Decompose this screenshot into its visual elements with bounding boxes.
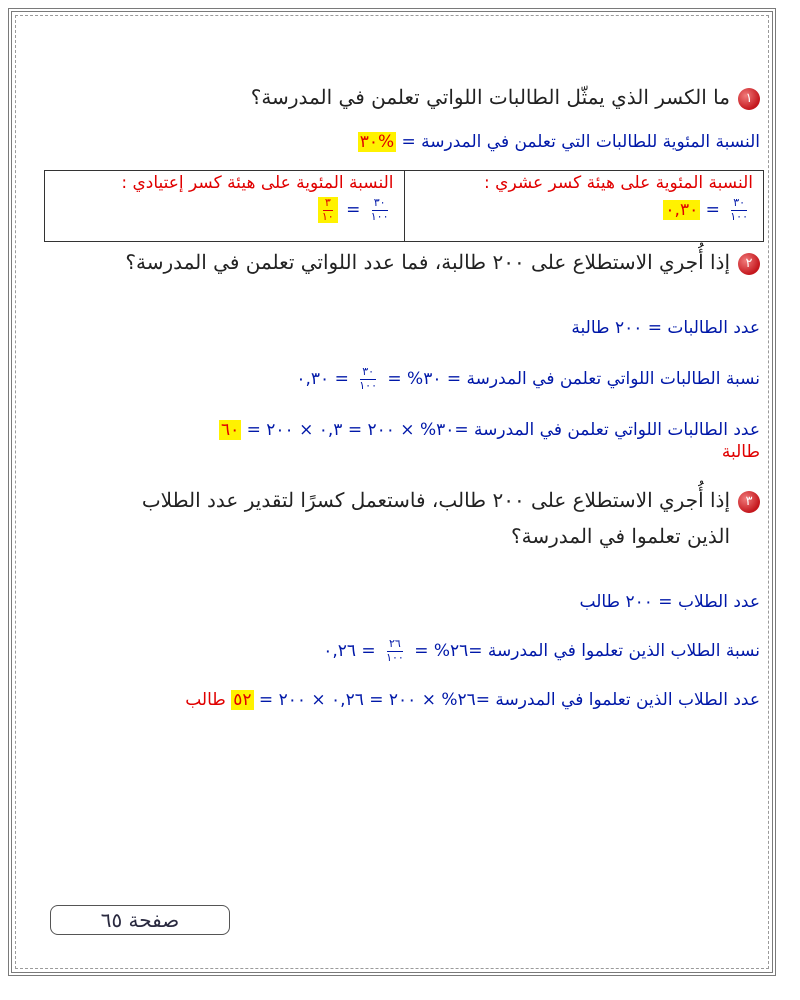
question-3-text-line-2: الذين تعلموا في المدرسة؟ xyxy=(511,524,730,548)
q3-line-3-text: عدد الطلاب الذين تعلموا في المدرسة =٢٦% × ٢٠٠ = ٠,٢٦ × ٢٠٠ = xyxy=(253,690,760,710)
fraction-simplified-denominator: ١٠ xyxy=(321,209,334,223)
decimal-result: ٠,٣٠ xyxy=(665,200,699,221)
q3-fraction-numerator: ٢٦ xyxy=(389,637,401,650)
decimal-cell xyxy=(404,171,764,242)
question-3-number-badge: ٣ xyxy=(738,491,760,513)
q3-line-3 xyxy=(185,690,760,710)
question-2 xyxy=(125,250,760,275)
q1-percent-value: %٣٠ xyxy=(359,132,395,152)
q2-result: ٦٠ xyxy=(220,420,240,440)
q2-result-unit xyxy=(722,442,760,462)
q1-percent-line xyxy=(358,132,760,152)
q3-line-1: عدد الطلاب = ٢٠٠ طالب xyxy=(579,592,760,612)
q2-line-2 xyxy=(296,366,760,392)
q3-result: ٥٢ xyxy=(233,690,252,710)
fraction-equals: = xyxy=(346,200,361,221)
q2-result-unit-text: طالبة xyxy=(721,442,760,462)
q2-line-2-text: نسبة الطالبات اللواتي تعلمن في المدرسة = ٣٠% = xyxy=(381,369,760,390)
decimal-equals: = xyxy=(705,200,720,221)
question-3 xyxy=(142,488,760,513)
fraction-cell-heading: النسبة المئوية على هيئة كسر إعتيادي : xyxy=(121,173,394,193)
decimal-cell-expression xyxy=(415,197,754,223)
question-2-number-badge: ٢ xyxy=(738,253,760,275)
q2-fraction-numerator: ٣٠ xyxy=(362,365,375,378)
q3-fraction xyxy=(384,638,406,664)
q2-fraction xyxy=(357,366,379,392)
decimal-fraction-numerator: ٣٠ xyxy=(733,196,746,209)
q3-fraction-denominator: ١٠٠ xyxy=(386,650,404,664)
fraction-simplified-numerator: ٣ xyxy=(324,196,331,209)
question-1-text: ما الكسر الذي يمثّل الطالبات اللواتي تعلمن في المدرسة؟ xyxy=(250,85,730,109)
decimal-fraction xyxy=(728,197,750,223)
conversion-table xyxy=(44,170,764,242)
q2-line-3-text: عدد الطالبات اللواتي تعلمن في المدرسة =٣٠% × ٢٠٠ = ٠,٣ × ٢٠٠ = xyxy=(241,420,760,440)
fraction-original xyxy=(369,197,391,223)
q3-line-2-result: = ٠,٢٦ xyxy=(323,641,382,662)
page-number: صفحة ٦٥ xyxy=(100,908,180,932)
q2-fraction-denominator: ١٠٠ xyxy=(359,378,377,392)
fraction-cell-expression xyxy=(55,197,394,223)
question-2-text: إذا أُجري الاستطلاع على ٢٠٠ طالبة، فما عدد اللواتي تعلمن في المدرسة؟ xyxy=(125,250,730,274)
q2-line-1: عدد الطالبات = ٢٠٠ طالبة xyxy=(571,318,760,338)
fraction-cell xyxy=(45,171,405,242)
fraction-original-denominator: ١٠٠ xyxy=(370,209,389,223)
question-1 xyxy=(251,85,760,110)
fraction-simplified xyxy=(318,197,338,223)
q1-percent-label: النسبة المئوية للطالبات التي تعلمن في المدرسة = xyxy=(396,132,760,152)
decimal-cell-heading: النسبة المئوية على هيئة كسر عشري : xyxy=(484,173,753,193)
question-3-text-line-1: إذا أُجري الاستطلاع على ٢٠٠ طالب، فاستعمل كسرًا لتقدير عدد الطلاب xyxy=(141,488,730,512)
q3-line-2 xyxy=(323,638,760,664)
decimal-fraction-denominator: ١٠٠ xyxy=(730,209,748,223)
q3-line-2-text: نسبة الطلاب الذين تعلموا في المدرسة =٢٦% = xyxy=(408,641,760,662)
question-1-number-badge: ١ xyxy=(738,88,760,110)
q2-line-3 xyxy=(219,420,760,440)
q3-result-unit: طالب xyxy=(185,690,232,710)
fraction-original-numerator: ٣٠ xyxy=(373,196,386,209)
q2-line-2-result: = ٠,٣٠ xyxy=(296,369,355,390)
